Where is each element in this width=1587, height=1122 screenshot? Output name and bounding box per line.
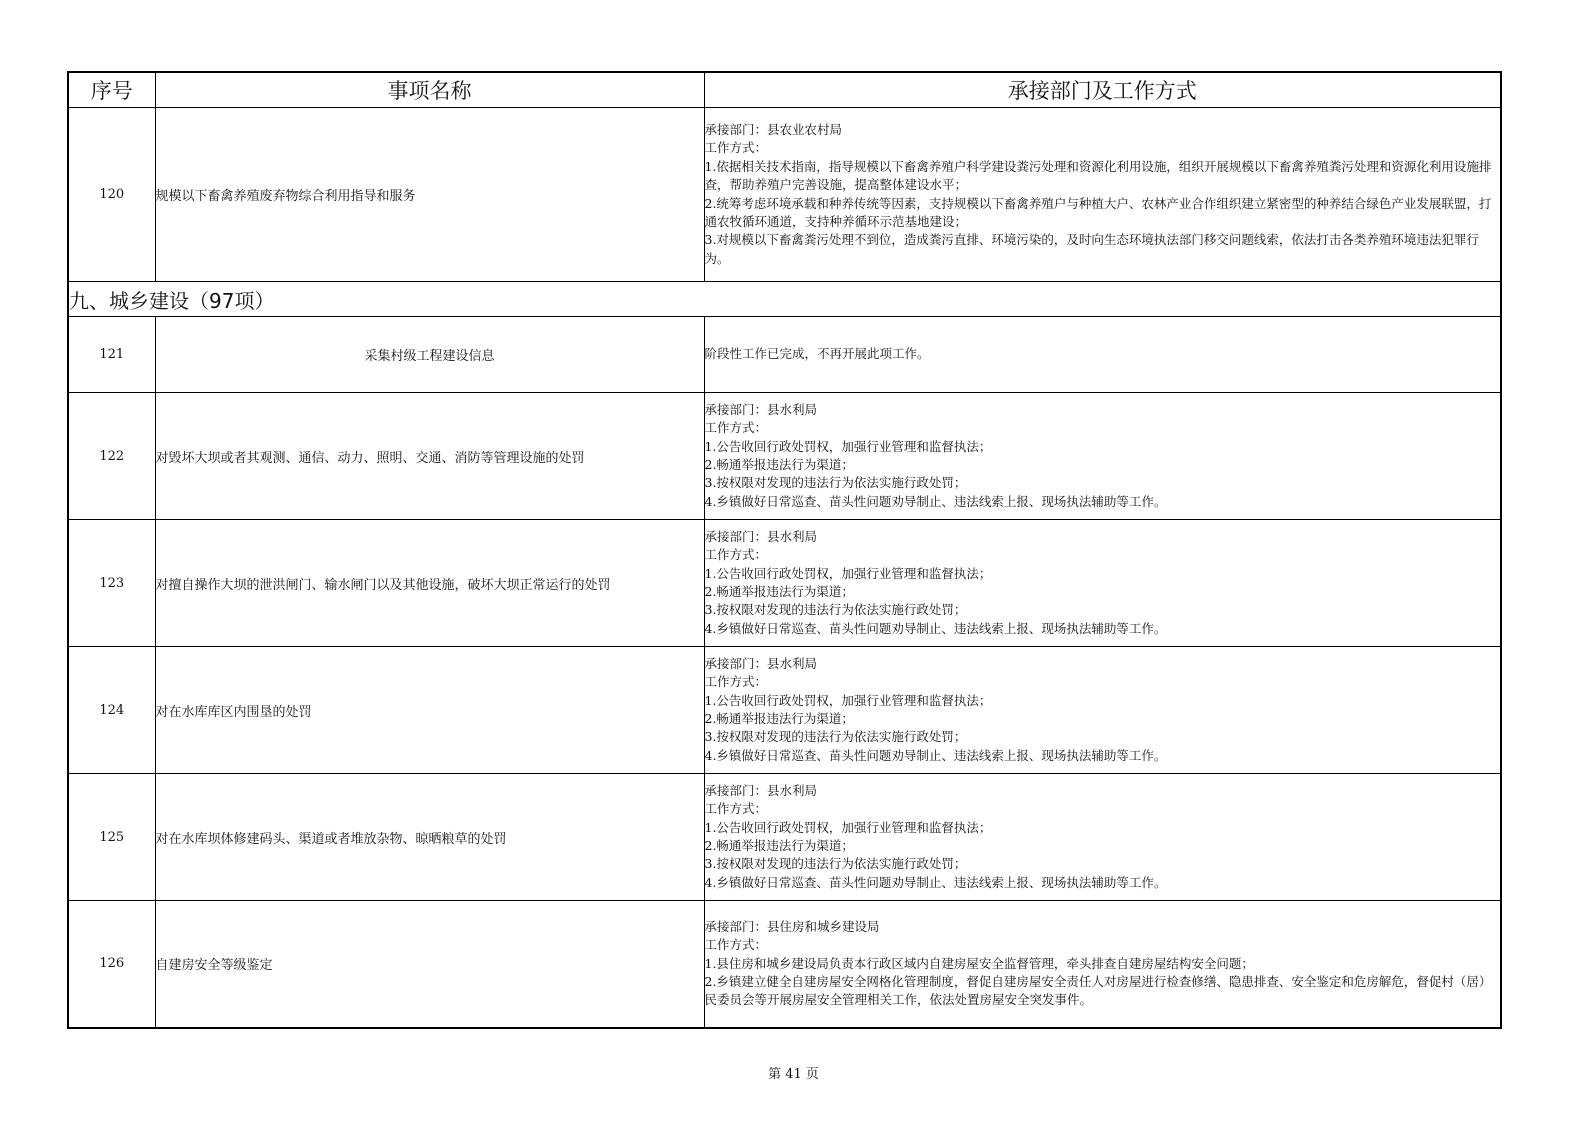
work-line: 承接部门：县水利局: [704, 782, 818, 798]
work-line: 2.统筹考虑环境承载和种养传统等因素，支持规模以下畜禽养殖户与种植大户、农林产业合作组织建立紧密型的种养结合绿色产业发展联盟，打通农牧循环通道，支持种养循环示范基地建设；: [704, 195, 1492, 229]
table-row: [68, 520, 1501, 647]
table-row: [68, 108, 1501, 282]
table-row: [68, 393, 1501, 520]
row-work: [704, 393, 1501, 520]
row-name: 采集村级工程建设信息: [155, 317, 704, 393]
row-work: [704, 901, 1501, 1028]
page-number: 第 41 页: [768, 1067, 819, 1082]
work-line: 承接部门：县水利局: [704, 655, 818, 671]
row-work: [704, 647, 1501, 774]
work-line: 4.乡镇做好日常巡查、苗头性问题劝导制止、违法线索上报、现场执法辅助等工作。: [704, 874, 1167, 890]
work-line: 承接部门：县农业农村局: [704, 121, 843, 137]
work-line: 1.公告收回行政处罚权，加强行业管理和监督执法；: [704, 819, 992, 835]
row-name: 规模以下畜禽养殖废弃物综合利用指导和服务: [155, 108, 704, 282]
work-line: 1.公告收回行政处罚权，加强行业管理和监督执法；: [704, 565, 992, 581]
work-line: 3.按权限对发现的违法行为依法实施行政处罚；: [704, 856, 967, 872]
work-line: 工作方式：: [704, 547, 768, 563]
header-dept: 承接部门及工作方式: [704, 72, 1501, 108]
work-line: 1.县住房和城乡建设局负责本行政区域内自建房屋安全监督管理，牵头排查自建房屋结构安全问题；: [704, 955, 1254, 971]
row-work: [704, 317, 1501, 393]
row-seq: 123: [68, 520, 155, 647]
work-line: 4.乡镇做好日常巡查、苗头性问题劝导制止、违法线索上报、现场执法辅助等工作。: [704, 747, 1167, 763]
work-line: 阶段性工作已完成，不再开展此项工作。: [704, 346, 930, 362]
work-line: 3.按权限对发现的违法行为依法实施行政处罚；: [704, 602, 967, 618]
work-line: 4.乡镇做好日常巡查、苗头性问题劝导制止、违法线索上报、现场执法辅助等工作。: [704, 620, 1167, 636]
row-work: [704, 108, 1501, 282]
work-line: 承接部门：县水利局: [704, 401, 818, 417]
work-line: 工作方式：: [704, 674, 768, 690]
row-name: 对在水库库区内围垦的处罚: [155, 647, 704, 774]
work-line: 1.公告收回行政处罚权，加强行业管理和监督执法；: [704, 438, 992, 454]
row-seq: 121: [68, 317, 155, 393]
row-seq: 125: [68, 774, 155, 901]
work-line: 3.按权限对发现的违法行为依法实施行政处罚；: [704, 475, 967, 491]
row-seq: 120: [68, 108, 155, 282]
work-line: 3.按权限对发现的违法行为依法实施行政处罚；: [704, 729, 967, 745]
row-work: [704, 520, 1501, 647]
section-row: [68, 282, 1501, 317]
work-line: 2.畅通举报违法行为渠道；: [704, 584, 854, 599]
work-line: 2.乡镇建立健全自建房屋安全网格化管理制度，督促自建房屋安全责任人对房屋进行检查修缮、隐患排查、安全鉴定和危房解危，督促村（居）民委员会等开展房屋安全管理相关工作，依法处置房屋安全突发事件。: [704, 973, 1492, 1008]
header-seq: 序号: [68, 72, 155, 108]
table-row: [68, 317, 1501, 393]
work-line: 工作方式：: [704, 420, 768, 436]
row-name: 自建房安全等级鉴定: [155, 901, 704, 1028]
work-line: 3.对规模以下畜禽粪污处理不到位，造成粪污直排、环境污染的，及时向生态环境执法部门移交问题线索，依法打击各类养殖环境违法犯罪行为。: [704, 232, 1479, 266]
work-line: 承接部门：县水利局: [704, 528, 818, 544]
work-line: 1.公告收回行政处罚权，加强行业管理和监督执法；: [704, 692, 992, 708]
work-line: 工作方式：: [704, 801, 768, 817]
row-seq: 122: [68, 393, 155, 520]
items-table: [67, 71, 1502, 1029]
header-row: [68, 72, 1501, 108]
row-name: 对在水库坝体修建码头、渠道或者堆放杂物、晾晒粮草的处罚: [155, 774, 704, 901]
section-title: 九、城乡建设（97项）: [68, 282, 1501, 317]
table-row: [68, 774, 1501, 901]
work-line: 承接部门：县住房和城乡建设局: [704, 918, 880, 934]
work-line: 4.乡镇做好日常巡查、苗头性问题劝导制止、违法线索上报、现场执法辅助等工作。: [704, 493, 1167, 509]
row-name: 对擅自操作大坝的泄洪闸门、输水闸门以及其他设施，破坏大坝正常运行的处罚: [155, 520, 704, 647]
row-seq: 126: [68, 901, 155, 1028]
table-row: [68, 901, 1501, 1028]
header-name: 事项名称: [155, 72, 704, 108]
work-line: 2.畅通举报违法行为渠道；: [704, 457, 854, 472]
row-work: [704, 774, 1501, 901]
work-line: 2.畅通举报违法行为渠道；: [704, 711, 854, 726]
row-name: 对毁坏大坝或者其观测、通信、动力、照明、交通、消防等管理设施的处罚: [155, 393, 704, 520]
work-line: 1.依据相关技术指南，指导规模以下畜禽养殖户科学建设粪污处理和资源化利用设施，组织开展规模以下畜禽养殖粪污处理和资源化利用设施排查，帮助养殖户完善设施，提高整体建设水平；: [704, 158, 1492, 193]
work-line: 2.畅通举报违法行为渠道；: [704, 838, 854, 853]
work-line: 工作方式：: [704, 937, 768, 953]
table-row: [68, 647, 1501, 774]
work-line: 工作方式：: [704, 140, 768, 156]
row-seq: 124: [68, 647, 155, 774]
